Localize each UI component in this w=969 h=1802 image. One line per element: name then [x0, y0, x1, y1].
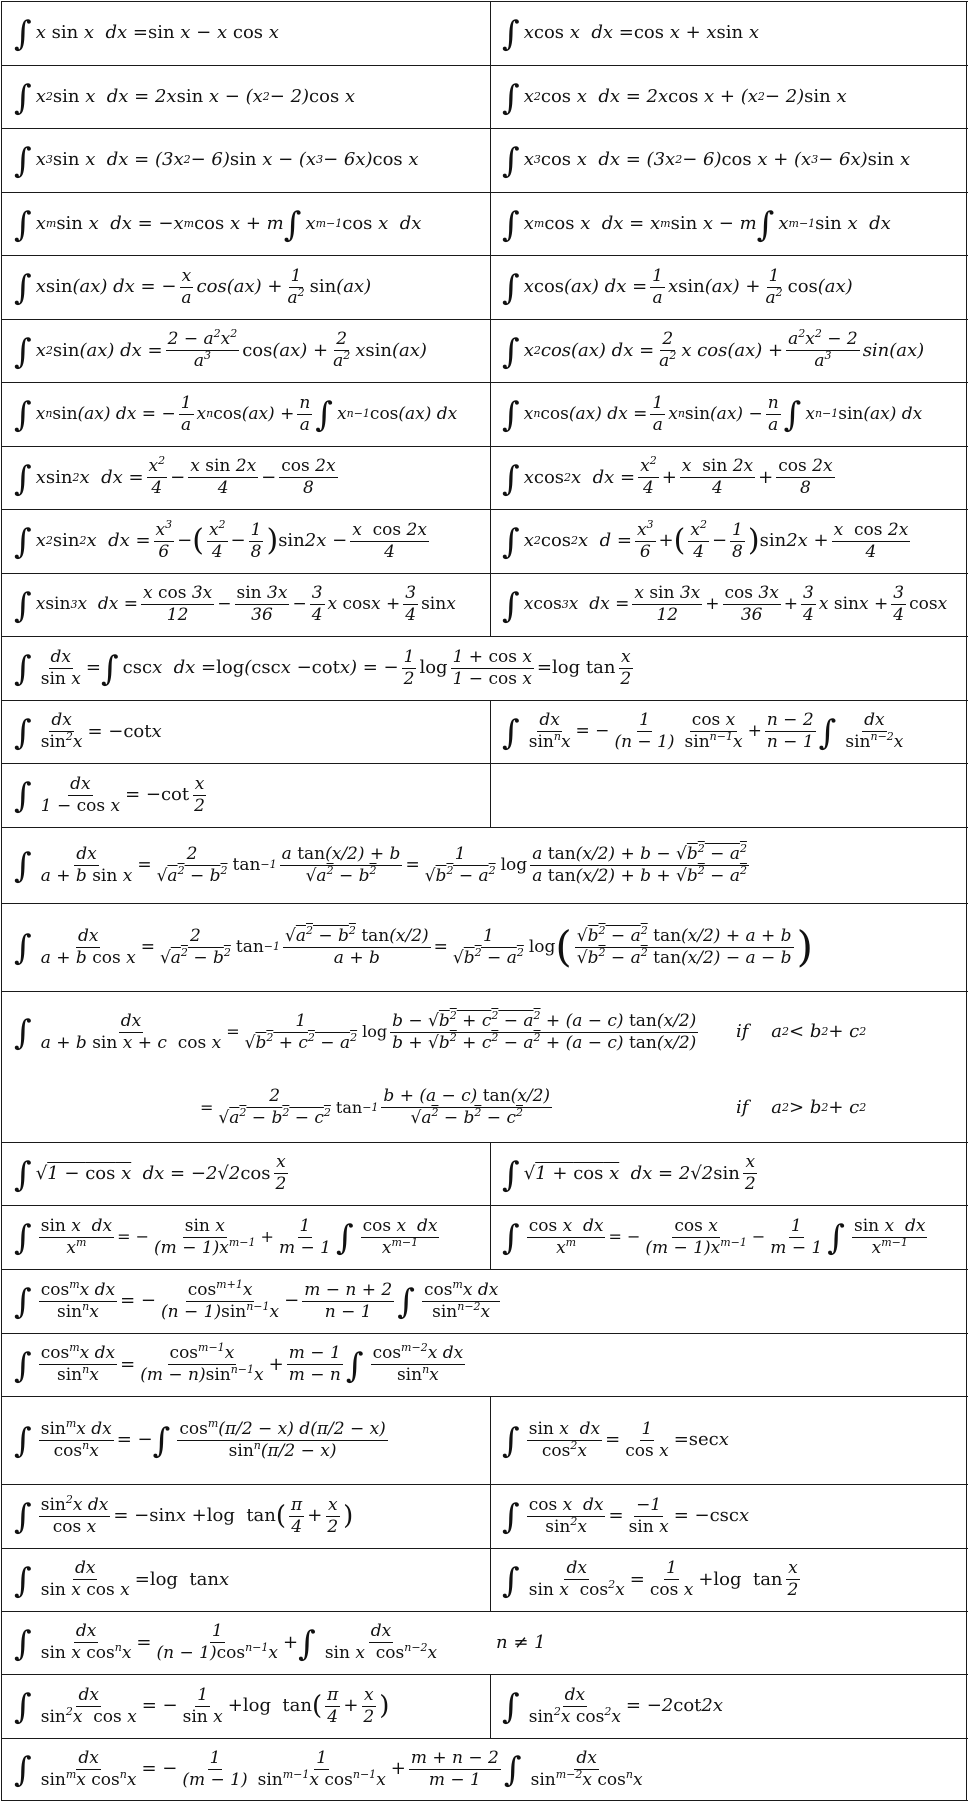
- formula-dx-over-sin-cos2: ∫ $\frac{dx}{\sin x \cos^2x}$ = $\frac{1}{\text{cos x}}$ + log tan $\frac{x}{2}$: [502, 1558, 799, 1601]
- formula-x2-cos-ax: ∫ x 2 cos(ax) dx = $\frac{2}{a^2}$ x cos(ax) + $\frac{a^2x^2 - 2}{a^3}$ sin(ax): [502, 327, 925, 372]
- formula-x2-cos-x: ∫ x 2 cos x dx = 2x cos x + (x 2 − 2) sin x: [502, 77, 847, 118]
- formula-x-sin-x: ∫ x sin x dx = sin x − x cos x: [14, 14, 279, 54]
- condition-n-ne-1: n ≠ 1: [496, 1631, 546, 1653]
- formula-cos-over-sin2: ∫ $\frac{\text{cos x dx}}{\sin^2x}$ = $\frac{-1}{\text{sin x}}$ = − csc x: [502, 1494, 750, 1537]
- formula-x2-cos2-x: ∫ x 2 cos 2 x d = $\frac{x^3}{6}$ + ( $\frac{x^2}{4}$ − $\frac{1}{8}$ ) sin 2x + $\frac{\text{x cos 2x}}{4}$: [502, 517, 909, 562]
- formula-x-cos-x: ∫ x cos x dx = cos x + x sin x: [502, 14, 760, 54]
- formula-cos-x-over-xm: ∫ $\frac{\text{cos x dx}}{x^m}$ = − $\frac{\text{cos x}}{(m - 1)x^{m-1}}$ − $\frac{1}{m - 1}$ ∫ $\frac{\text{sin x dx}}{x^{m-1}}$: [502, 1215, 926, 1258]
- formula-x2-sin-x: ∫ x 2 sin x dx = 2x sin x − (x 2 − 2) cos x: [14, 77, 356, 118]
- formula-sqrt-1-plus-cos: ∫ √ 1 + cos x dx = 2√2 sin $\frac{x}{2}$: [502, 1152, 756, 1195]
- formula-dx-over-sin-x: ∫ $\frac{dx}{\text{sin x}}$ = ∫ csc x dx = log ( csc x − cot x) = − $\frac{1}{2}$ log $\frac{\text{1 + cos x}}{\text{1 − cos x}}$ = log tan $\frac{x}{2}$: [14, 646, 632, 689]
- formula-dx-over-sin-cos: ∫ $\frac{dx}{\text{sin x cos x}}$ = log tan x: [14, 1558, 230, 1601]
- formula-cosm-over-sinn-a: ∫ $\frac{\cos^mx dx}{\sin^nx}$ = − $\frac{\cos^{m+1}x}{(n - 1)\sin^{n-1}x}$ − $\frac{m - n + 2}{n - 1}$ ∫ $\frac{\cos^mx dx}{\sin^{n-2}x}$: [14, 1277, 499, 1322]
- formula-sinm-over-cosn: ∫ $\frac{\sin^mx dx}{\cos^nx}$ = − ∫ $\frac{\cos^m(\pi/2 - x) d(\pi/2 - x)}{\sin^n(\pi/2 - x)}$: [14, 1416, 386, 1461]
- condition-a2-gt-b2-c2: if a 2 > b 2 + c 2: [736, 1096, 867, 1118]
- formula-x-cos2-x: ∫ x cos 2 x dx = $\frac{x^2}{4}$ + $\frac{\text{x sin 2x}}{4}$ + $\frac{\cos 2x}{8}$: [502, 454, 833, 499]
- formula-x3-sin-x: ∫ x 3 sin x dx = (3x 2 − 6) sin x − (x 3 − 6x) cos x: [14, 141, 419, 181]
- formula-dx-over-a-plus-b-cos-x: ∫ $\frac{dx}{\text{a + b cos x}}$ = $\frac{2}{√a^2 - b^2}$ tan −1 $\frac{√a^2 - b^2 \tan(x/2)}{a + b}$ = $\frac{1}{√b^2 - a^2}$ log ( $\frac{√b^2 - a^2 \tan(x/2) + a + b}{√b^2 - a^2 \tan(x/2) - a - b}$ ): [14, 922, 813, 971]
- formula-xn-cos-ax: ∫ x n cos (ax) dx = $\frac{1}{a}$ x n sin (ax) − $\frac{n}{a}$ ∫ x n−1 sin (ax) dx: [502, 392, 923, 435]
- formula-x2-sin2-x: ∫ x 2 sin 2 x dx = $\frac{x^3}{6}$ − ( $\frac{x^2}{4}$ − $\frac{1}{8}$ ) sin 2x − $\frac{\text{x cos 2x}}{4}$: [14, 517, 427, 562]
- formula-dx-over-1-minus-cos-x: ∫ $\frac{dx}{\text{1 − cos x}}$ = − cot $\frac{x}{2}$: [14, 773, 205, 816]
- formula-dx-over-a-plus-b-sin-x: ∫ $\frac{dx}{\text{a + b sin x}}$ = $\frac{2}{√a^2 - b^2}$ tan −1 $\frac{\text{a tan(x/2) + b}}{√a^2 - b^2}$ = $\frac{1}{√b^2 - a^2}$ log $\frac{a \tan(x/2) + b - √b^2 - a^2}{a \tan(x/2) + b + √b^2 - a^2}$: [14, 841, 747, 886]
- condition-a2-lt-b2-c2: if a 2 < b 2 + c 2: [736, 1021, 867, 1042]
- formula-sin2-over-cos: ∫ $\frac{\sin^2x dx}{\text{cos x}}$ = − sin x + log tan ( $\frac{\pi}{4}$ + $\frac{x}{2}$ ): [14, 1492, 354, 1537]
- formula-x-sin2-x: ∫ x sin 2 x dx = $\frac{x^2}{4}$ − $\frac{\text{x sin 2x}}{4}$ − $\frac{\cos 2x}{8}$: [14, 454, 336, 499]
- formula-sqrt-1-minus-cos: ∫ √ 1 − cos x dx = −2√2 cos $\frac{x}{2}$: [14, 1152, 287, 1195]
- formula-x2-sin-ax: ∫ x 2 sin (ax) dx = $\frac{2 - a^2x^2}{a^3}$ cos (ax) + $\frac{2}{a^2}$ x sin (ax): [14, 327, 427, 372]
- formula-dx-over-a-b-sin-c-cos-line1: ∫ $\frac{dx}{\text{a + b sin x + c cos x}}$ = $\frac{1}{√b^2 + c^2 - a^2}$ log $\frac{b - √b^2 + c^2 - a^2 + (a - c) \tan(x/2)}{b + √b^2 + c^2 - a^2 + (a - c) \tan(x/2)}$: [14, 1008, 697, 1053]
- formula-dx-over-sinn-x: ∫ $\frac{dx}{\sin^nx}$ = − $\frac{1}{(n - 1)}$ $\frac{\text{cos x}}{\sin^{n-1}x}$ + $\frac{n - 2}{n - 1}$ ∫ $\frac{dx}{\sin^{n-2}x}$: [502, 710, 904, 753]
- formula-dx-over-a-b-sin-c-cos-line2: = $\frac{2}{√a^2 - b^2 - c^2}$ tan −1 $\frac{b + (a - c) \tan(x/2)}{√a^2 - b^2 - c^2}$: [200, 1086, 551, 1128]
- formula-dx-over-sin2-cos2: ∫ $\frac{dx}{\sin^2x \cos^2x}$ = −2 cot 2x: [502, 1684, 724, 1727]
- formula-xm-cos-x: ∫ x m cos x dx = x m sin x − m ∫ x m−1 sin x dx: [502, 204, 891, 245]
- formula-xn-sin-ax: ∫ x n sin (ax) dx = − $\frac{1}{a}$ x n cos (ax) + $\frac{n}{a}$ ∫ x n−1 cos (ax) dx: [14, 392, 458, 435]
- formula-sin-over-cos2: ∫ $\frac{\text{sin x dx}}{\cos^2x}$ = $\frac{1}{\text{cos x}}$ = sec x: [502, 1418, 729, 1461]
- formula-x-sin3-x: ∫ x sin 3 x dx = $\frac{\text{x cos 3x}}{12}$ − $\frac{\sin 3x}{36}$ − $\frac{3}{4}$ x cos x + $\frac{3}{4}$ sin x: [14, 583, 456, 626]
- formula-x3-cos-x: ∫ x 3 cos x dx = (3x 2 − 6) cos x + (x 3 − 6x) sin x: [502, 141, 911, 181]
- formula-sin-x-over-xm: ∫ $\frac{\text{sin x dx}}{x^m}$ = − $\frac{\text{sin x}}{(m - 1)x^{m-1}}$ + $\frac{1}{m - 1}$ ∫ $\frac{\text{cos x dx}}{x^{m-1}}$: [14, 1215, 438, 1258]
- formula-xm-sin-x: ∫ x m sin x dx = −x m cos x + m ∫ x m−1 cos x dx: [14, 204, 422, 245]
- formula-x-cos3-x: ∫ x cos 3 x dx = $\frac{\text{x sin 3x}}{12}$ + $\frac{\cos 3x}{36}$ + $\frac{3}{4}$ x sin x + $\frac{3}{4}$ cos x: [502, 583, 948, 626]
- formula-dx-over-sinm-cosn: ∫ $\frac{dx}{\sin^mx \cos^nx}$ = − $\frac{1}{(m - 1)}$ $\frac{1}{\sin^{m-1}x \cos^{n-1}x}$ + $\frac{m + n - 2}{m - 1}$ ∫ $\frac{dx}{\sin^{m-2}x \cos^nx}$: [14, 1747, 643, 1790]
- formula-dx-over-sin2-cos: ∫ $\frac{dx}{\sin^2x \cos x}$ = − $\frac{1}{\text{sin x}}$ + log tan ( $\frac{\pi}{4}$ + $\frac{x}{2}$ ): [14, 1684, 390, 1727]
- formula-dx-over-sin2-x: ∫ $\frac{dx}{\sin^2x}$ = − cot x: [14, 710, 162, 753]
- formula-dx-over-sin-cosn: ∫ $\frac{dx}{\sin x \cos^nx}$ = $\frac{1}{(n - 1)\cos^{n-1}x}$ + ∫ $\frac{dx}{\sin x \cos^{n-2}x}$: [14, 1621, 438, 1664]
- formula-cosm-over-sinn-b: ∫ $\frac{\cos^mx dx}{\sin^nx}$ = $\frac{\cos^{m-1}x}{(m - n)\sin^{n-1}x}$ + $\frac{m - 1}{m - n}$ ∫ $\frac{\cos^{m-2}x dx}{\sin^nx}$: [14, 1341, 464, 1386]
- formula-x-sin-ax: ∫ x sin (ax) dx = − $\frac{x}{a}$ cos(ax) + $\frac{1}{a^2}$ sin (ax): [14, 265, 372, 308]
- formula-x-cos-ax: ∫ x cos (ax) dx = $\frac{1}{a}$ x sin (ax) + $\frac{1}{a^2}$ cos (ax): [502, 265, 853, 308]
